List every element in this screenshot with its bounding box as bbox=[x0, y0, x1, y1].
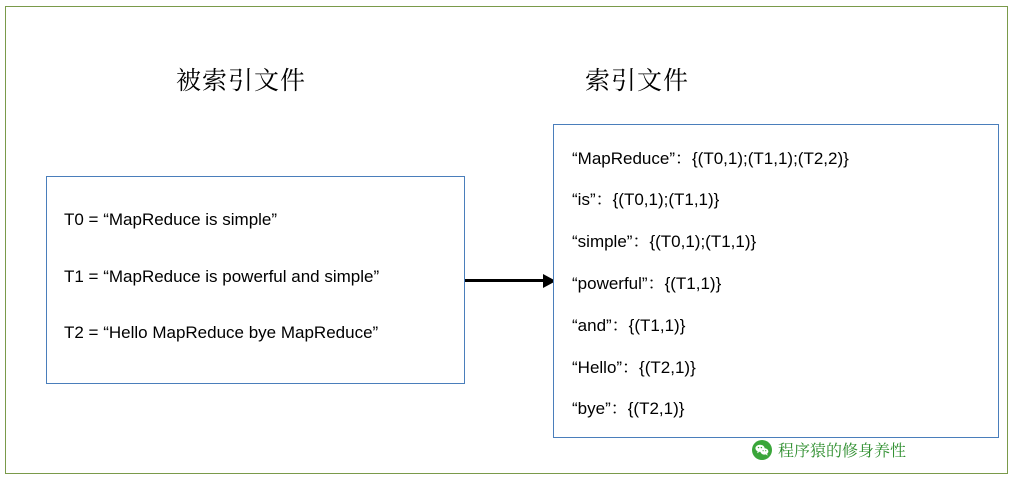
watermark-label: 程序猿的修身养性 bbox=[778, 443, 907, 460]
index-entry: “powerful”：{(T1,1)} bbox=[572, 274, 722, 293]
arrow-line bbox=[465, 279, 545, 282]
index-entry: “is”：{(T0,1);(T1,1)} bbox=[572, 190, 720, 209]
flow-arrow bbox=[465, 274, 557, 288]
right-section-title: 索引文件 bbox=[585, 68, 690, 95]
index-entry: “bye”：{(T2,1)} bbox=[572, 399, 685, 418]
index-entry: “Hello”：{(T2,1)} bbox=[572, 358, 696, 377]
document-line: T0 = “MapReduce is simple” bbox=[64, 210, 278, 229]
indexed-documents-box bbox=[46, 176, 465, 384]
index-entry: “simple”：{(T0,1);(T1,1)} bbox=[572, 232, 757, 251]
document-line: T1 = “MapReduce is powerful and simple” bbox=[64, 267, 380, 286]
left-section-title: 被索引文件 bbox=[176, 68, 307, 95]
index-entry: “MapReduce”：{(T0,1);(T1,1);(T2,2)} bbox=[572, 149, 849, 168]
watermark bbox=[752, 438, 906, 461]
index-entry: “and”：{(T1,1)} bbox=[572, 316, 686, 335]
wechat-icon bbox=[752, 440, 772, 460]
document-line: T2 = “Hello MapReduce bye MapReduce” bbox=[64, 323, 379, 342]
index-file-box bbox=[553, 124, 999, 438]
